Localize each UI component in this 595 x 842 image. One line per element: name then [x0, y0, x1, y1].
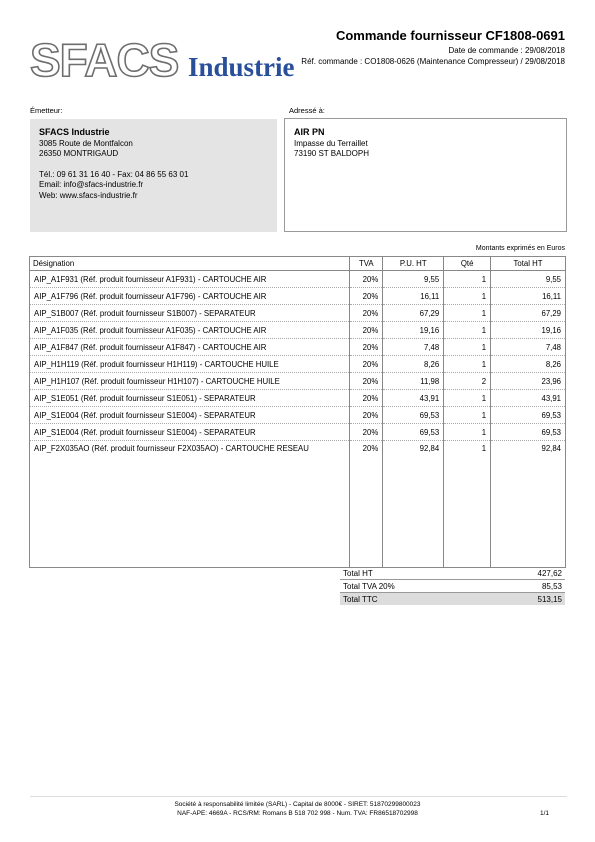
total-tva-value: 85,53 [487, 580, 565, 593]
cell-unit-price: 11,98 [383, 373, 444, 390]
sender-address-line1: 3085 Route de Montfalcon [39, 138, 133, 148]
sender-phone: Tél.: 09 61 31 16 40 - Fax: 04 86 55 63 01 [39, 169, 189, 179]
cell-designation: AIP_S1E051 (Réf. produit fournisseur S1E051) - SEPARATEUR [30, 390, 350, 407]
cell-total: 8,26 [491, 356, 566, 373]
logo-industrie-text: Industrie [188, 52, 295, 82]
column-header-quantity: Qté [444, 257, 491, 271]
recipient-address-line1: Impasse du Terraillet [294, 138, 368, 148]
cell-total: 43,91 [491, 390, 566, 407]
sender-name: SFACS Industrie [39, 127, 110, 137]
table-row [30, 356, 566, 373]
column-header-designation: Désignation [30, 257, 350, 271]
table-row [30, 373, 566, 390]
recipient-name: AIR PN [294, 127, 325, 137]
cell-tva: 20% [350, 390, 383, 407]
recipient-address-line2: 73190 ST BALDOPH [294, 149, 370, 158]
table-row [30, 288, 566, 305]
total-ht-label: Total HT [340, 567, 487, 580]
cell-quantity: 1 [444, 288, 491, 305]
cell-tva: 20% [350, 356, 383, 373]
table-row [30, 322, 566, 339]
table-row [30, 390, 566, 407]
cell-quantity: 1 [444, 390, 491, 407]
cell-total: 23,96 [491, 373, 566, 390]
totals-table [340, 567, 565, 605]
cell-designation: AIP_F2X035AO (Réf. produit fournisseur F2X035AO) - CARTOUCHE RESEAU [30, 441, 350, 568]
cell-unit-price: 9,55 [383, 271, 444, 288]
cell-quantity: 2 [444, 373, 491, 390]
cell-total: 9,55 [491, 271, 566, 288]
cell-designation: AIP_H1H107 (Réf. produit fournisseur H1H107) - CARTOUCHE HUILE [30, 373, 350, 390]
table-row [30, 407, 566, 424]
cell-unit-price: 69,53 [383, 407, 444, 424]
recipient-box [284, 118, 567, 232]
cell-total: 92,84 [491, 441, 566, 568]
sender-email: Email: info@sfacs-industrie.fr [39, 180, 144, 189]
column-header-unit-price: P.U. HT [383, 257, 444, 271]
table-row [30, 424, 566, 441]
cell-quantity: 1 [444, 356, 491, 373]
cell-designation: AIP_H1H119 (Réf. produit fournisseur H1H119) - CARTOUCHE HUILE [30, 356, 350, 373]
cell-designation: AIP_A1F931 (Réf. produit fournisseur A1F931) - CARTOUCHE AIR [30, 271, 350, 288]
cell-total: 7,48 [491, 339, 566, 356]
cell-tva: 20% [350, 441, 383, 568]
total-ht-row [340, 567, 565, 580]
cell-total: 69,53 [491, 407, 566, 424]
total-ttc-label: Total TTC [340, 593, 487, 606]
cell-designation: AIP_A1F847 (Réf. produit fournisseur A1F847) - CARTOUCHE AIR [30, 339, 350, 356]
document-title: Commande fournisseur CF1808-0691 [335, 28, 565, 43]
cell-designation: AIP_A1F035 (Réf. produit fournisseur A1F035) - CARTOUCHE AIR [30, 322, 350, 339]
cell-quantity: 1 [444, 424, 491, 441]
currency-note: Montants exprimés en Euros [475, 245, 565, 252]
cell-tva: 20% [350, 271, 383, 288]
cell-quantity: 1 [444, 407, 491, 424]
cell-unit-price: 69,53 [383, 424, 444, 441]
footer-legal-line2: NAF-APE: 4669A - RCS/RM: Romans B 518 702 998 - Num. TVA: FR86518702998 [177, 810, 418, 817]
sender-web: Web: www.sfacs-industrie.fr [39, 190, 138, 200]
total-tva-label: Total TVA 20% [340, 580, 487, 593]
cell-tva: 20% [350, 322, 383, 339]
sender-label: Émetteur: [30, 106, 63, 115]
footer-divider [30, 796, 567, 797]
cell-unit-price: 92,84 [383, 441, 444, 568]
page-number: 1/1 [539, 810, 549, 817]
cell-total: 67,29 [491, 305, 566, 322]
cell-total: 16,11 [491, 288, 566, 305]
column-header-tva: TVA [350, 257, 383, 271]
items-table [29, 256, 566, 568]
cell-quantity: 1 [444, 339, 491, 356]
cell-quantity: 1 [444, 441, 491, 568]
cell-unit-price: 16,11 [383, 288, 444, 305]
table-row [30, 305, 566, 322]
footer-legal-line1: Société à responsabilité limitée (SARL) - Capital de 8000€ - SIRET: 51870299800023 [174, 801, 421, 808]
cell-unit-price: 19,16 [383, 322, 444, 339]
company-logo [30, 36, 310, 86]
cell-total: 19,16 [491, 322, 566, 339]
cell-tva: 20% [350, 424, 383, 441]
total-ttc-row [340, 593, 565, 606]
cell-unit-price: 7,48 [383, 339, 444, 356]
sender-address-line2: 26350 MONTRIGAUD [39, 149, 119, 158]
table-row [30, 441, 566, 568]
cell-tva: 20% [350, 407, 383, 424]
cell-designation: AIP_A1F796 (Réf. produit fournisseur A1F796) - CARTOUCHE AIR [30, 288, 350, 305]
cell-tva: 20% [350, 339, 383, 356]
column-header-total: Total HT [491, 257, 566, 271]
table-row [30, 271, 566, 288]
cell-designation: AIP_S1B007 (Réf. produit fournisseur S1B007) - SEPARATEUR [30, 305, 350, 322]
cell-quantity: 1 [444, 305, 491, 322]
total-tva-row [340, 580, 565, 593]
cell-tva: 20% [350, 305, 383, 322]
total-ht-value: 427,62 [487, 567, 565, 580]
cell-tva: 20% [350, 373, 383, 390]
cell-total: 69,53 [491, 424, 566, 441]
order-reference: Réf. commande : CO1808-0626 (Maintenance Compresseur) / 29/08/2018 [301, 57, 565, 66]
cell-designation: AIP_S1E004 (Réf. produit fournisseur S1E004) - SEPARATEUR [30, 407, 350, 424]
cell-unit-price: 8,26 [383, 356, 444, 373]
total-ttc-value: 513,15 [487, 593, 565, 606]
recipient-label: Adressé à: [289, 106, 325, 115]
cell-unit-price: 43,91 [383, 390, 444, 407]
order-date: Date de commande : 29/08/2018 [448, 46, 565, 55]
table-row [30, 339, 566, 356]
sender-box [30, 119, 277, 232]
cell-quantity: 1 [444, 271, 491, 288]
table-header-row [30, 257, 566, 271]
cell-unit-price: 67,29 [383, 305, 444, 322]
cell-tva: 20% [350, 288, 383, 305]
cell-quantity: 1 [444, 322, 491, 339]
logo-sfacs-text: SFACS [30, 34, 179, 86]
cell-designation: AIP_S1E004 (Réf. produit fournisseur S1E004) - SEPARATEUR [30, 424, 350, 441]
